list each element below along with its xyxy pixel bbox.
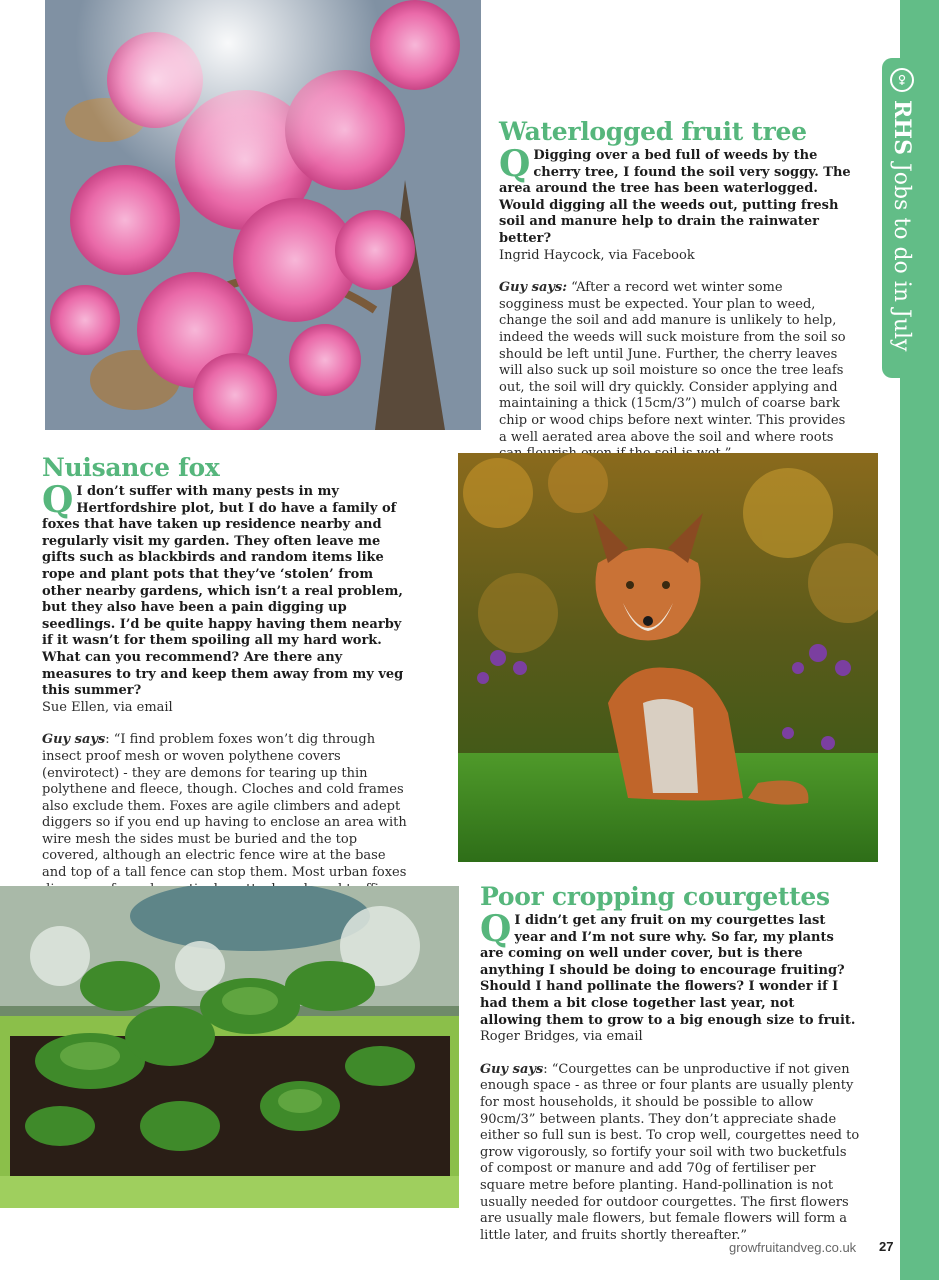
- article-title: Waterlogged fruit tree: [499, 117, 807, 146]
- page-number: 27: [879, 1239, 894, 1254]
- rhs-logo-icon: [890, 68, 914, 92]
- question-text: Digging over a bed full of weeds by the cherry tree, I found the soil very soggy. The area around the tree has been waterlogged. Would digging all the weeds out, putting fresh soil and manure help to drain the rainwater better?: [499, 148, 851, 246]
- article-byline: Ingrid Haycock, via Facebook: [499, 247, 695, 263]
- answer-text: : “Courgettes can be unproductive if not given enough space - as three or four plants are usually plenty for most households, it should be possible to allow 90cm/3” between plants. They don’t appreciate shade either so full sun is best. To crop well, courgettes need to grow vigorously, so fortify your soil with two bucketfuls of compost or manure and add 70g of fertiliser per square metre before planting. Hand-pollination is not usually needed for outdoor courgettes. The first flowers are usually male flowers, but female flowers will form a little later, and fruits shortly thereafter.”: [480, 1061, 860, 1243]
- section-brand: RHS: [889, 100, 915, 155]
- article-byline: Sue Ellen, via email: [42, 699, 173, 715]
- article-question: [42, 479, 414, 700]
- answer-text: “After a record wet winter some sogginess must be expected. Your plan to weed, change the soil and add manure is unlikely to help, indeed the weeds will suck moisture from the soil so should be left until June. Further, the cherry leaves will also suck up soil moisture so once the tree leafs out, the soil will dry quickly. Consider applying and maintaining a thick (15cm/3”) mulch of coarse bark chip or wood chips before next winter. This provides a well aerated area above the soil and where roots: [499, 280, 846, 445]
- q-drop-cap: Q: [480, 908, 512, 950]
- fox-in-garden-photo: [458, 453, 878, 862]
- question-text: I don’t suffer with many pests in my Hertfordshire plot, but I do have a family of foxes that have taken up residence nearby and regularly visit my garden. They often leave me gifts such as blackbirds and random items like rope and plant pots that they’ve ‘stolen’ from other nearby gardens, which isn’t a real problem, but they also have been a pain digging up seedlings. I’d be quite happy having them nearby if it wasn’t for them spoiling all my hard work. What can you recommend? Are there any measures to try and keep them away from my veg this summer?: [42, 484, 404, 699]
- article-answer: [480, 1062, 860, 1245]
- answer-label: Guy says:: [499, 280, 568, 296]
- section-label: Jobs to do in July: [889, 162, 915, 352]
- article-title: Nuisance fox: [42, 453, 220, 482]
- answer-label: Guy says: [480, 1061, 544, 1077]
- footer-website: growfruitandveg.co.uk: [729, 1240, 857, 1255]
- article-answer: [499, 280, 851, 463]
- answer-label: Guy says: [42, 732, 106, 748]
- q-drop-cap: Q: [42, 479, 74, 521]
- article-waterlogged-fruit-tree: [499, 118, 851, 463]
- question-text: I didn’t get any fruit on my courgettes last year and I’m not sure why. So far, my plants are coming on well under cover, but is there anything I should be doing to encourage fruiting? Should I hand pollinate the flowers? I wonder if I had them a bit close together last year, not allowing them to grow to a big enough size to fruit.: [480, 913, 856, 1028]
- article-nuisance-fox: [42, 454, 414, 915]
- article-question: [499, 143, 851, 248]
- article-question: [480, 908, 860, 1029]
- courgette-seedlings-photo: [0, 886, 459, 1208]
- article-byline: Roger Bridges, via email: [480, 1029, 643, 1045]
- q-drop-cap: Q: [499, 143, 531, 185]
- pink-cherry-blossom-photo: [45, 0, 481, 430]
- article-title: Poor cropping courgettes: [480, 882, 830, 911]
- article-poor-cropping-courgettes: [480, 883, 860, 1244]
- answer-text: : “I find problem foxes won’t dig through insect proof mesh or woven polythene covers (envirotect) - they are demons for tearing up thin polythene and fleece, though. Cloches and cold frames also exclude them. Foxes are agile climbers and adept diggers so if you end up having to enclose an area with wire mesh the sides must be buried and the top covered, although an electric fence wire at the base and top of a tall fence can stop them. Most urban foxes: [42, 732, 407, 881]
- section-tab: [882, 58, 922, 378]
